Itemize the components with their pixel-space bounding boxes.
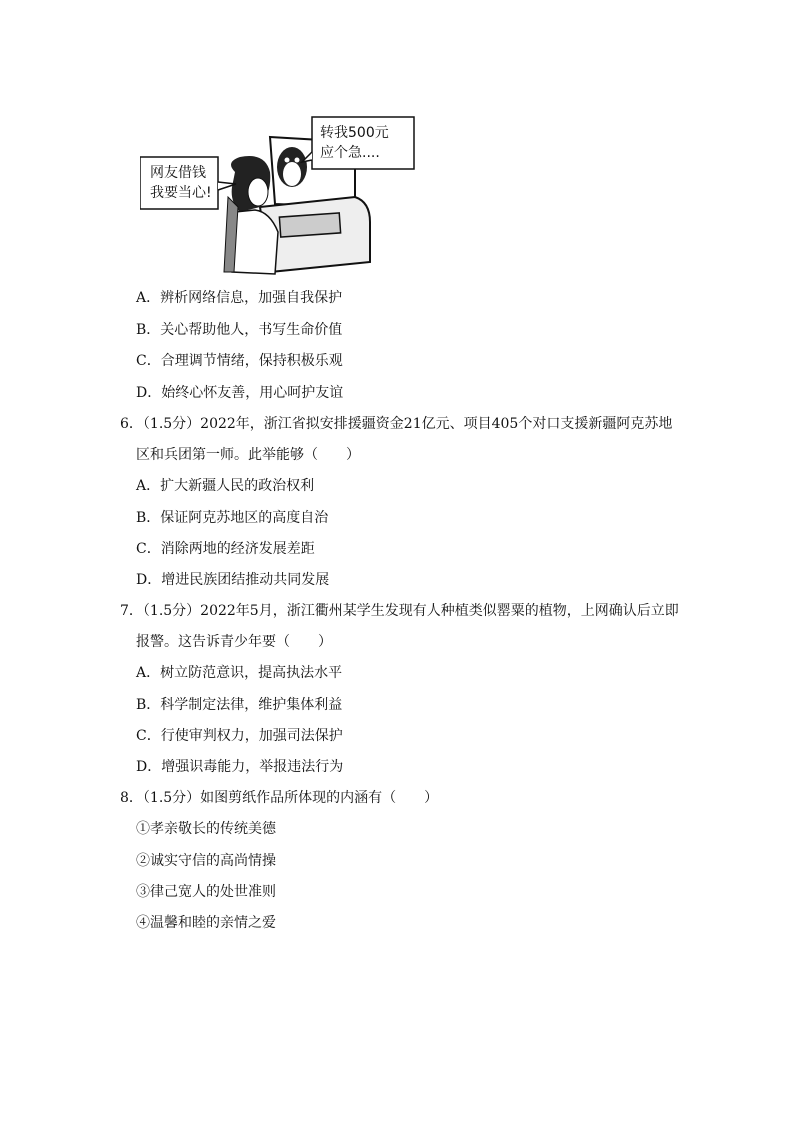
q6-stem-line-1: 6．（1.5分）2022年，浙江省拟安排援疆资金21亿元、项目405个对口支援新疆阿克苏地 <box>120 416 673 432</box>
q5-option-b: B．关心帮助他人，书写生命价值 <box>136 322 343 338</box>
q5-option-a: A．辨析网络信息，加强自我保护 <box>136 290 343 306</box>
left-bubble-line-1: 网友借钱 <box>150 165 206 181</box>
q8-statement-4: ④温馨和睦的亲情之爱 <box>136 915 276 931</box>
q8-stem-line-1: 8．（1.5分）如图剪纸作品所体现的内涵有（ ） <box>120 790 439 806</box>
q5-option-c: C．合理调节情绪，保持积极乐观 <box>136 353 343 369</box>
right-bubble-line-2: 应个急.... <box>320 145 380 161</box>
q6-option-d: D．增进民族团结推动共同发展 <box>136 572 330 588</box>
q6-option-a: A．扩大新疆人民的政治权利 <box>136 478 315 494</box>
q6-stem-line-2: 区和兵团第一师。此举能够（ ） <box>136 447 360 463</box>
q7-option-b: B．科学制定法律，维护集体利益 <box>136 697 343 713</box>
q6-option-c: C．消除两地的经济发展差距 <box>136 541 315 557</box>
q7-option-a: A．树立防范意识，提高执法水平 <box>136 665 343 681</box>
q8-statement-3: ③律己宽人的处世准则 <box>136 884 276 900</box>
q6-option-b: B．保证阿克苏地区的高度自治 <box>136 510 329 526</box>
q7-option-c: C．行使审判权力，加强司法保护 <box>136 728 343 744</box>
q8-statement-2: ②诚实守信的高尚情操 <box>136 853 276 869</box>
q8-statement-1: ①孝亲敬长的传统美德 <box>136 821 276 837</box>
q7-option-d: D．增强识毒能力，举报违法行为 <box>136 759 344 775</box>
q5-option-d: D．始终心怀友善，用心呵护友谊 <box>136 385 344 401</box>
cartoon-illustration <box>140 112 420 277</box>
left-bubble-line-2: 我要当心! <box>150 185 212 201</box>
q7-stem-line-1: 7．（1.5分）2022年5月，浙江衢州某学生发现有人种植类似罂粟的植物，上网确认后立即 <box>120 603 679 619</box>
right-bubble-line-1: 转我500元 <box>320 125 389 141</box>
q7-stem-line-2: 报警。这告诉青少年要（ ） <box>136 634 332 650</box>
